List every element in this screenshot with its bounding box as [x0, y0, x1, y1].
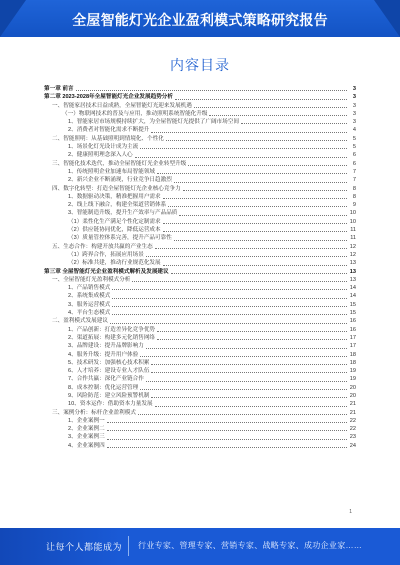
toc-leader-dots [183, 190, 347, 191]
toc-leader-dots [209, 115, 347, 116]
toc-entry-title: 1、传统照明企业加速布局智能领域 [68, 168, 156, 175]
toc-entry-title: （1）跨界合作，拓展应用场景 [68, 251, 144, 258]
toc-entry-page: 20 [349, 384, 356, 391]
toc-entry-title: 3、服务运营模式 [68, 301, 111, 308]
toc-entry[interactable] [44, 185, 356, 193]
toc-leader-dots [175, 99, 347, 100]
toc-entry[interactable] [44, 392, 356, 400]
toc-entry-page: 9 [352, 202, 356, 209]
toc-entry[interactable] [44, 400, 356, 408]
toc-leader-dots [140, 389, 347, 390]
toc-entry-title: （3）质量管控体系完善，提升产品可靠性 [68, 235, 172, 242]
toc-entry[interactable] [44, 135, 356, 143]
toc-entry-page: 21 [349, 401, 356, 408]
toc-entry[interactable] [44, 218, 356, 226]
toc-entry-title: 6、人才培养：建设专业人才队伍 [68, 368, 150, 375]
toc-entry-page: 21 [349, 409, 356, 416]
toc-leader-dots [168, 206, 347, 207]
toc-leader-dots [241, 123, 347, 124]
toc-entry-title: 4、服务升级：提升用户体验 [68, 351, 139, 358]
toc-entry-page: 24 [349, 442, 356, 449]
toc-entry-page: 8 [352, 185, 356, 192]
toc-entry-title: 第二章 2023-2028年全屋智能灯光企业发展趋势分析 [44, 94, 173, 101]
footer-banner [0, 528, 400, 565]
toc-entry-page: 13 [349, 276, 356, 283]
toc-entry-title: 三、智能化技术迭代，推动全屋智能灯光企业转型升级 [52, 160, 187, 167]
toc-entry[interactable] [44, 110, 356, 118]
toc-entry-title: 4、平台生态模式 [68, 310, 111, 317]
toc-entry[interactable] [44, 93, 356, 101]
toc-entry-title: 2、新兴企业不断涌现，行业竞争日趋激烈 [68, 177, 172, 184]
toc-entry-title: 2、健康照明理念深入人心 [68, 152, 133, 159]
toc-entry-page: 16 [349, 318, 356, 325]
toc-entry-page: 6 [352, 160, 356, 167]
toc-entry-page: 23 [349, 434, 356, 441]
report-title: 全屋智能灯光企业盈利模式策略研究报告 [72, 12, 328, 28]
toc-entry[interactable] [44, 284, 356, 292]
toc-entry[interactable] [44, 359, 356, 367]
toc-entry-title: （一）物联网技术的普及与应用，推动照明系统智能化升级 [62, 110, 208, 117]
toc-leader-dots [157, 173, 347, 174]
toc-entry[interactable] [44, 193, 356, 201]
toc-entry-title: 9、风险防范：建立风险预警机制 [68, 392, 150, 399]
toc-leader-dots [151, 397, 347, 398]
toc-entry-page: 19 [349, 368, 356, 375]
toc-entry-title: （2）供应链协同优化，降低运营成本 [68, 227, 161, 234]
toc-entry[interactable] [44, 201, 356, 209]
toc-entry-title: 五、生态合作：构建开放共赢的产业生态 [52, 243, 153, 250]
toc-leader-dots [146, 348, 347, 349]
toc-entry-title: 2、线上线下融合，构建全渠道营销体系 [68, 202, 167, 209]
footer-slogan: 让每个人都能成为 [46, 542, 123, 552]
toc-entry-title: 1、数据驱动决策，精准把握用户需求 [68, 193, 161, 200]
toc-entry-page: 3 [352, 86, 356, 92]
toc-entry[interactable] [44, 168, 356, 176]
toc-entry-title: 10、资本运作：借助资本力量发展 [68, 401, 153, 408]
toc-entry[interactable] [44, 176, 356, 184]
footer-divider [128, 536, 129, 556]
toc-entry-page: 22 [349, 417, 356, 424]
toc-entry[interactable] [44, 301, 356, 309]
toc-entry-title: 2、系统集成模式 [68, 293, 111, 300]
toc-entry-title: 3、智能制造升级，提升生产效率与产品品质 [68, 210, 178, 217]
toc-leader-dots [157, 339, 347, 340]
toc-leader-dots [112, 289, 347, 290]
toc-leader-dots [174, 182, 347, 183]
toc-entry[interactable] [44, 143, 356, 151]
toc-entry-title: 7、合作共赢：深化产业链合作 [68, 376, 144, 383]
toc-entry[interactable] [44, 259, 356, 267]
toc-entry-page: 10 [349, 218, 356, 225]
toc-entry[interactable] [44, 317, 356, 325]
toc-leader-dots [76, 90, 347, 91]
toc-entry[interactable] [44, 102, 356, 110]
toc-entry-title: 1、智能家居市场规模持续扩大，为全屋智能灯光提供了广阔市场空间 [68, 119, 239, 126]
toc-leader-dots [146, 256, 347, 257]
toc-leader-dots [146, 381, 347, 382]
toc-entry[interactable] [44, 384, 356, 392]
toc-entry-title: 2、渠道拓展：构建多元化销售网络 [68, 334, 156, 341]
toc-entry-title: 第三章 全屋智能灯光企业盈利模式解析及发展建议 [44, 268, 169, 275]
toc-entry[interactable] [44, 118, 356, 126]
toc-entry-page: 15 [349, 301, 356, 308]
toc-entry[interactable] [44, 160, 356, 168]
toc-entry-title: 1、场景化灯光设计成为主流 [68, 144, 139, 151]
toc-leader-dots [112, 314, 347, 315]
toc-entry[interactable] [44, 292, 356, 300]
toc-entry-page: 22 [349, 426, 356, 433]
toc-leader-dots [151, 132, 347, 133]
toc-leader-dots [157, 331, 347, 332]
toc-entry-page: 13 [349, 260, 356, 267]
table-of-contents [44, 85, 356, 450]
toc-entry-title: 1、产品销售模式 [68, 285, 111, 292]
toc-leader-dots [140, 356, 347, 357]
toc-leader-dots [194, 107, 347, 108]
toc-entry-title: 2、消费者对智能化需求不断提升 [68, 127, 150, 134]
toc-leader-dots [166, 140, 347, 141]
toc-entry[interactable] [44, 151, 356, 159]
toc-leader-dots [107, 447, 347, 448]
toc-entry-title: 1、企业案例一 [68, 417, 105, 424]
toc-leader-dots [110, 323, 347, 324]
toc-entry-page: 3 [352, 110, 356, 117]
toc-entry-page: 16 [349, 326, 356, 333]
toc-leader-dots [107, 430, 347, 431]
toc-entry-title: 4、企业案例四 [68, 442, 105, 449]
toc-entry-title: （2）标准共建，推动行业规范化发展 [68, 260, 161, 267]
toc-entry[interactable] [44, 342, 356, 350]
toc-entry-page: 11 [350, 227, 356, 234]
toc-entry-page: 13 [349, 268, 356, 275]
toc-leader-dots [107, 439, 347, 440]
toc-entry-page: 20 [349, 392, 356, 399]
toc-entry[interactable] [44, 375, 356, 383]
toc-entry-page: 18 [349, 351, 356, 358]
toc-entry-title: 四、数字化转型：打造全屋智能灯光企业核心竞争力 [52, 185, 181, 192]
toc-leader-dots [163, 223, 347, 224]
toc-leader-dots [135, 157, 347, 158]
toc-entry[interactable] [44, 276, 356, 284]
toc-entry-title: 一、智能家居技术日益成熟，全屋智能灯光迎来发展机遇 [52, 102, 192, 109]
toc-leader-dots [112, 306, 347, 307]
toc-leader-dots [163, 231, 347, 232]
toc-entry[interactable] [44, 226, 356, 234]
toc-entry-page: 5 [352, 144, 356, 151]
toc-entry-title: 第一章 前言 [44, 86, 74, 92]
toc-entry[interactable] [44, 268, 356, 276]
toc-entry-page: 18 [349, 359, 356, 366]
toc-leader-dots [163, 198, 347, 199]
toc-leader-dots [188, 165, 347, 166]
toc-entry-page: 5 [352, 135, 356, 142]
toc-entry-page: 14 [349, 293, 356, 300]
toc-entry[interactable] [44, 409, 356, 417]
toc-entry-title: 2、企业案例二 [68, 426, 105, 433]
toc-leader-dots [151, 364, 347, 365]
toc-entry[interactable] [44, 85, 356, 93]
toc-entry-page: 11 [350, 235, 356, 242]
toc-entry-title: 二、智能照明：从基础照明到情境化、个性化 [52, 135, 164, 142]
toc-entry-title: 8、成本控制：优化运营管理 [68, 384, 139, 391]
toc-entry[interactable] [44, 433, 356, 441]
toc-leader-dots [140, 148, 347, 149]
toc-entry-page: 3 [352, 102, 356, 109]
toc-entry[interactable] [44, 243, 356, 251]
toc-entry-page: 4 [352, 127, 356, 134]
toc-entry[interactable] [44, 367, 356, 375]
toc-entry[interactable] [44, 251, 356, 259]
toc-leader-dots [112, 298, 347, 299]
toc-entry[interactable] [44, 417, 356, 425]
toc-entry[interactable] [44, 234, 356, 242]
toc-entry-page: 6 [352, 152, 356, 159]
toc-leader-dots [151, 372, 347, 373]
toc-leader-dots [171, 273, 347, 274]
toc-entry[interactable] [44, 351, 356, 359]
toc-entry-page: 8 [352, 193, 356, 200]
toc-entry-page: 12 [349, 243, 356, 250]
toc-entry-page: 17 [349, 343, 356, 350]
toc-entry-title: （1）柔性化生产满足个性化定制需求 [68, 218, 161, 225]
toc-entry-title: 3、企业案例三 [68, 434, 105, 441]
toc-entry-page: 17 [349, 334, 356, 341]
toc-entry-page: 12 [349, 251, 356, 258]
report-header [0, 0, 400, 37]
toc-entry-page: 3 [352, 94, 356, 101]
toc-entry-title: 三、案例分析：标杆企业盈利模式 [52, 409, 136, 416]
toc-entry-page: 19 [349, 376, 356, 383]
toc-leader-dots [138, 414, 347, 415]
toc-entry-title: 1、产品创新：打造差异化竞争优势 [68, 326, 156, 333]
toc-leader-dots [132, 281, 347, 282]
toc-entry-page: 3 [352, 119, 356, 126]
toc-entry[interactable] [44, 309, 356, 317]
toc-entry-page: 7 [352, 177, 356, 184]
toc-leader-dots [179, 215, 347, 216]
toc-leader-dots [155, 406, 347, 407]
page-number: 1 [349, 509, 352, 515]
toc-entry[interactable] [44, 425, 356, 433]
toc-entry-page: 15 [349, 310, 356, 317]
toc-entry-page: 10 [349, 210, 356, 217]
toc-leader-dots [163, 265, 347, 266]
toc-entry-title: 5、技术研发：加强核心技术积累 [68, 359, 150, 366]
toc-entry-title: 3、品牌建设：提升品牌影响力 [68, 343, 144, 350]
toc-leader-dots [174, 240, 347, 241]
toc-entry[interactable] [44, 209, 356, 217]
toc-entry-title: 二、盈利模式发展建议 [52, 318, 108, 325]
toc-entry[interactable] [44, 326, 356, 334]
toc-entry[interactable] [44, 334, 356, 342]
toc-entry[interactable] [44, 126, 356, 134]
toc-entry-title: 一、全屋智能灯光盈利模式分析 [52, 276, 131, 283]
toc-leader-dots [155, 248, 347, 249]
toc-leader-dots [107, 422, 347, 423]
toc-entry[interactable] [44, 442, 356, 450]
toc-heading: 内容目录 [170, 57, 230, 73]
toc-entry-page: 7 [352, 168, 356, 175]
toc-entry-page: 14 [349, 285, 356, 292]
footer-tags: 行业专家、管理专家、营销专家、战略专家、成功企业家…… [138, 541, 363, 550]
